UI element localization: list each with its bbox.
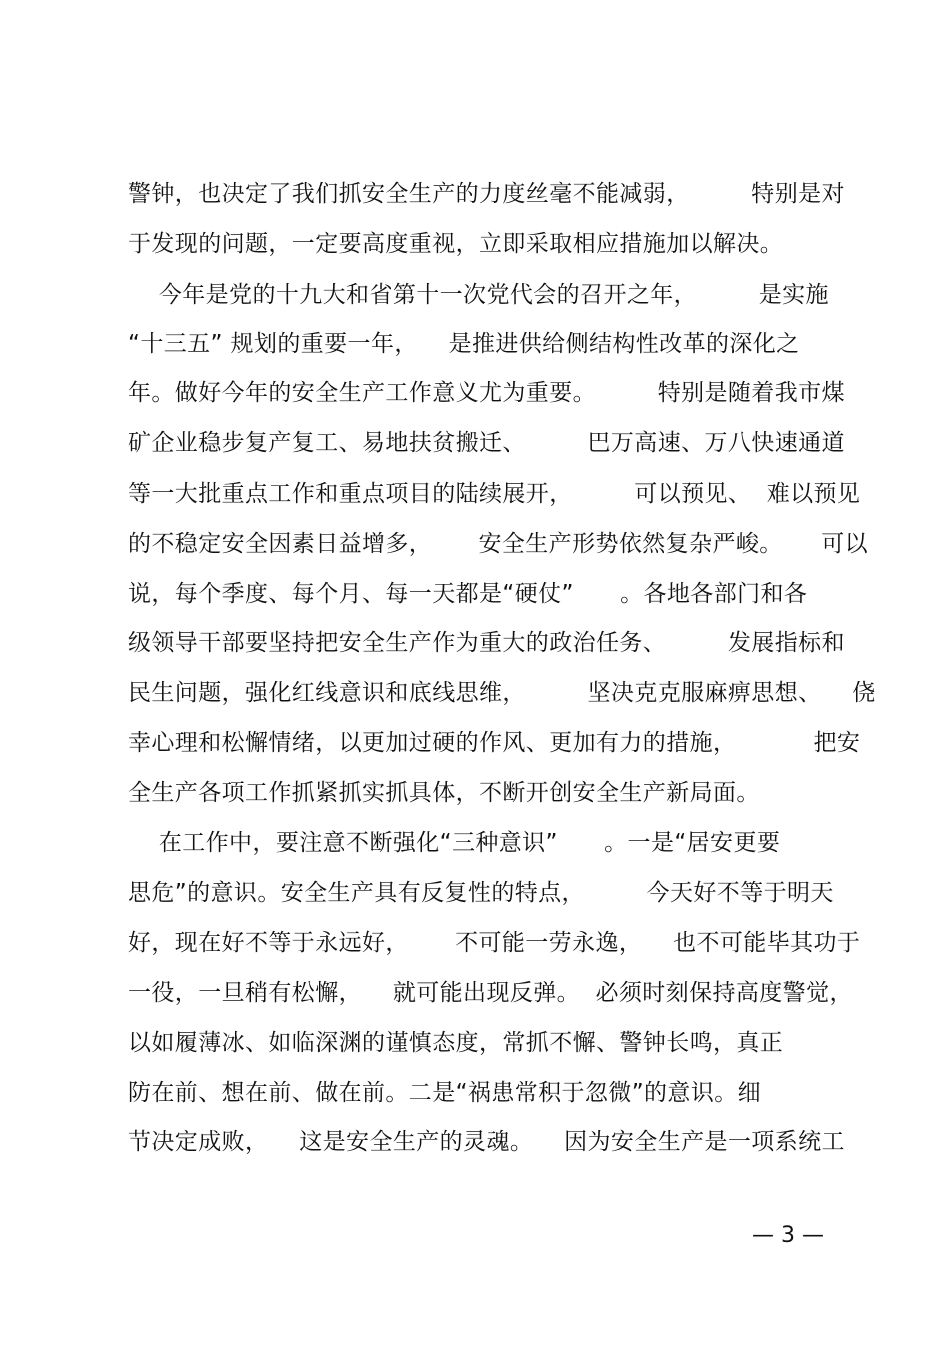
text-line: “十三五” 规划的重要一年， 是推进供给侧结构性改革的深化之: [128, 331, 800, 357]
text-line: 等一大批重点工作和重点项目的陆续展开， 可以预见、 难以预见: [128, 481, 861, 507]
text-line: 幸心理和松懈情绪，以更加过硬的作风、更加有力的措施， 把安: [128, 730, 861, 756]
text-line: 思危”的意识。安全生产具有反复性的特点， 今天好不等于明天: [128, 880, 834, 906]
text-line: 今年是党的十九大和省第十一次党代会的召开之年， 是实施: [128, 282, 829, 308]
page-number: — 3 —: [752, 1223, 824, 1248]
text-line: 说，每个季度、每个月、每一天都是“硬仗” 。各地各部门和各: [128, 581, 808, 607]
text-line: 于发现的问题，一定要高度重视，立即采取相应措施加以解决。: [128, 231, 784, 257]
text-line: 节决定成败， 这是安全生产的灵魂。 因为安全生产是一项系统工: [128, 1129, 845, 1155]
text-line: 民生问题，强化红线意识和底线思维， 坚决克克服麻痹思想、 侥: [128, 680, 876, 706]
text-line: 在工作中，要注意不断强化“三种意识” 。一是“居安更要: [128, 830, 781, 856]
text-line: 全生产各项工作抓紧抓实抓具体，不断开创安全生产新局面。: [128, 780, 760, 806]
text-line: 好，现在好不等于永远好， 不可能一劳永逸， 也不可能毕其功于: [128, 930, 861, 956]
text-line: 年。做好今年的安全生产工作意义尤为重要。 特别是随着我市煤: [128, 380, 845, 406]
text-line: 防在前、想在前、做在前。二是“祸患常积于忽微”的意识。细: [128, 1080, 762, 1106]
text-line: 以如履薄冰、如临深渊的谨慎态度，常抓不懈、警钟长鸣，真正: [128, 1030, 784, 1056]
text-line: 的不稳定安全因素日益增多， 安全生产形势依然复杂严峻。 可以: [128, 531, 869, 557]
text-line: 矿企业稳步复产复工、易地扶贫搬迁、 巴万高速、万八快速通道: [128, 430, 845, 456]
text-line: 级领导干部要坚持把安全生产作为重大的政治任务、 发展指标和: [128, 630, 845, 656]
text-line: 一役，一旦稍有松懈， 就可能出现反弹。 必须时刻保持高度警觉，: [128, 980, 853, 1006]
text-line: 警钟，也决定了我们抓安全生产的力度丝毫不能减弱， 特别是对: [128, 181, 845, 207]
